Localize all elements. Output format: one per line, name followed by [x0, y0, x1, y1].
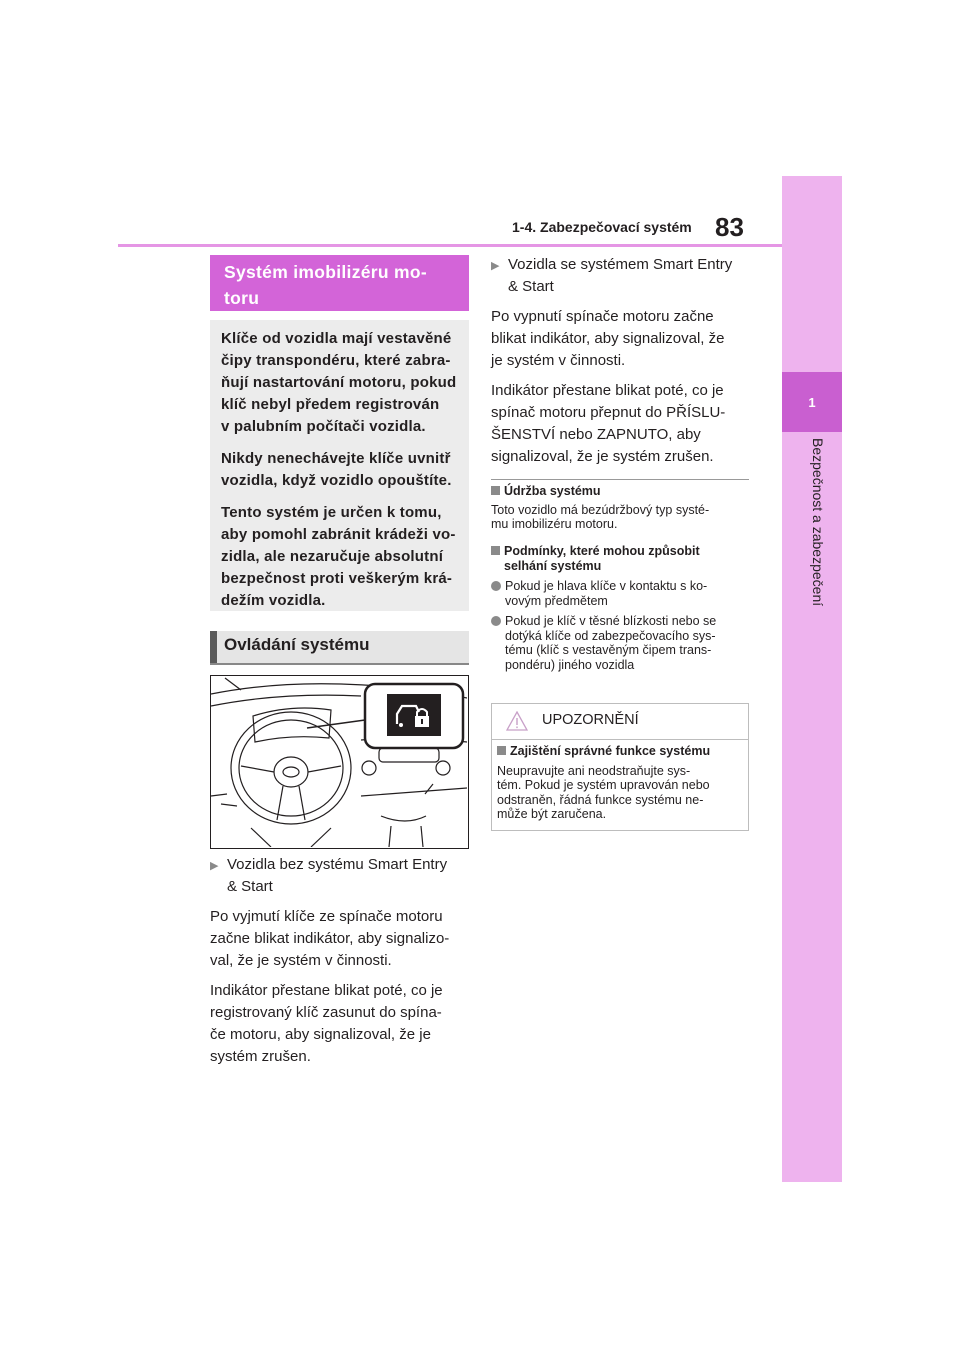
- header-rule: [118, 244, 782, 247]
- circle-bullet-icon: [491, 616, 501, 626]
- divider: [491, 479, 749, 480]
- text-line: ŠENSTVÍ nebo ZAPNUTO, aby: [491, 426, 701, 443]
- caution-subheading: Zajištění správné funkce systému: [497, 744, 748, 759]
- immobilizer-heading-line: toru: [224, 288, 260, 308]
- text-line: Po vypnutí spínače motoru začne: [491, 308, 714, 325]
- paragraph: [491, 306, 753, 372]
- square-bullet-icon: [491, 486, 500, 495]
- text-line: Klíče od vozidla mají vestavěné: [221, 330, 452, 347]
- paragraph: [491, 380, 753, 468]
- chapter-number-tab[interactable]: 1: [782, 372, 842, 432]
- text-line: Vozidla se systémem Smart Entry: [508, 256, 733, 273]
- purpose-paragraph: [221, 502, 457, 612]
- operation-heading: Ovládání systému: [210, 631, 469, 663]
- without-smart-entry-block: [210, 854, 472, 1068]
- circle-bullet-icon: [491, 581, 501, 591]
- bullet-title: [210, 854, 472, 898]
- text-line: systém zrušen.: [210, 1048, 311, 1065]
- list-item: Pokud je hlava klíče v kontaktu s ko- vovým předmětem: [491, 579, 753, 608]
- text-line: & Start: [508, 278, 554, 295]
- text-line: mu imobilizéru motoru.: [491, 517, 618, 531]
- dashboard-illustration: [210, 675, 469, 849]
- text-line: val, že je systém v činnosti.: [210, 952, 392, 969]
- section-title: 1-4. Zabezpečovací systém: [512, 219, 692, 235]
- warning-triangle-icon: [506, 711, 528, 731]
- text-line: Toto vozidlo má bezúdržbový typ systé-: [491, 502, 710, 517]
- text-line: Indikátor přestane blikat poté, co je: [491, 382, 724, 399]
- text-line: & Start: [227, 878, 273, 895]
- intro-paragraph: [221, 328, 457, 438]
- text-line: če motoru, aby signalizoval, že je: [210, 1026, 431, 1043]
- text-line: ňují nastartování motoru, pokud: [221, 374, 457, 391]
- text-line: Po vyjmutí klíče ze spínače motoru: [210, 908, 443, 925]
- square-bullet-icon: [491, 546, 500, 555]
- caution-body: [492, 740, 748, 822]
- text-line: aby pomohl zabránit krádeži vo-: [221, 526, 456, 543]
- text-line: klíč nebyl předem registrován: [221, 396, 440, 413]
- operation-heading-rule: [210, 663, 469, 665]
- caution-title: UPOZORNĚNÍ: [542, 712, 639, 728]
- caution-box: [491, 703, 749, 831]
- chapter-label: Bezpečnost a zabezpečení: [810, 438, 826, 607]
- with-smart-entry-block: [491, 254, 753, 468]
- text-line: Vozidla bez systému Smart Entry: [227, 856, 448, 873]
- text-line: Indikátor přestane blikat poté, co je: [210, 982, 443, 999]
- immobilizer-heading: [210, 255, 469, 311]
- text-line: Neupravujte ani neodstraňujte sys-: [497, 763, 691, 778]
- intro-box: [210, 320, 469, 611]
- text-line: blikat indikátor, aby signalizoval, že: [491, 330, 725, 347]
- paragraph: [210, 980, 472, 1068]
- immobilizer-indicator-icon: [387, 694, 441, 736]
- text-line: v palubním počítači vozidla.: [221, 418, 426, 435]
- text-line: signalizoval, že je systém zrušen.: [491, 448, 714, 465]
- text-line: Tento systém je určen k tomu,: [221, 504, 442, 521]
- bullet-title: [491, 254, 753, 298]
- arrow-bullet-icon: ▶: [210, 860, 219, 872]
- text-line: tém. Pokud je systém upravován nebo: [497, 778, 710, 792]
- immobilizer-heading-line: Systém imobilizéru mo-: [224, 262, 428, 282]
- text-line: odstraněn, řádná funkce systému ne-: [497, 792, 704, 807]
- text-line: bezpečnost proti veškerým krá-: [221, 570, 453, 587]
- text-line: spínač motoru přepnut do PŘÍSLU-: [491, 404, 726, 421]
- text-line: začne blikat indikátor, aby signalizo-: [210, 930, 450, 947]
- maintenance-heading: Údržba systému: [491, 484, 753, 499]
- text-line: může být zaručena.: [497, 807, 607, 821]
- list-item: Pokud je klíč v těsné blízkosti nebo se dotýká klíče od zabezpečovacího sys- tému (klíč s vestavěným čipem trans- pondéru) jiného vozidla: [491, 614, 753, 672]
- page-number: 83: [715, 212, 744, 242]
- text-line: Nikdy nenechávejte klíče uvnitř: [221, 450, 451, 467]
- maintenance-section: [491, 484, 753, 532]
- malfunction-section: [491, 544, 753, 672]
- dashboard-drawing: [211, 676, 467, 847]
- text-line: vozidla, když vozidlo opouštíte.: [221, 472, 452, 489]
- text-line: registrovaný klíč zasunut do spína-: [210, 1004, 442, 1021]
- paragraph: [210, 906, 472, 972]
- caution-header: [492, 704, 748, 740]
- malfunction-heading: Podmínky, které mohou způsobit selhání systému: [491, 544, 753, 573]
- arrow-bullet-icon: ▶: [491, 260, 500, 272]
- text-line: čipy transpondéru, které zabra-: [221, 352, 451, 369]
- warning-paragraph: [221, 448, 457, 492]
- text-line: zidla, ale nezaručuje absolutní: [221, 548, 444, 565]
- text-line: je systém v činnosti.: [491, 352, 626, 369]
- text-line: dežím vozidla.: [221, 592, 326, 609]
- square-bullet-icon: [497, 746, 506, 755]
- chapter-side-tab: [782, 176, 842, 1182]
